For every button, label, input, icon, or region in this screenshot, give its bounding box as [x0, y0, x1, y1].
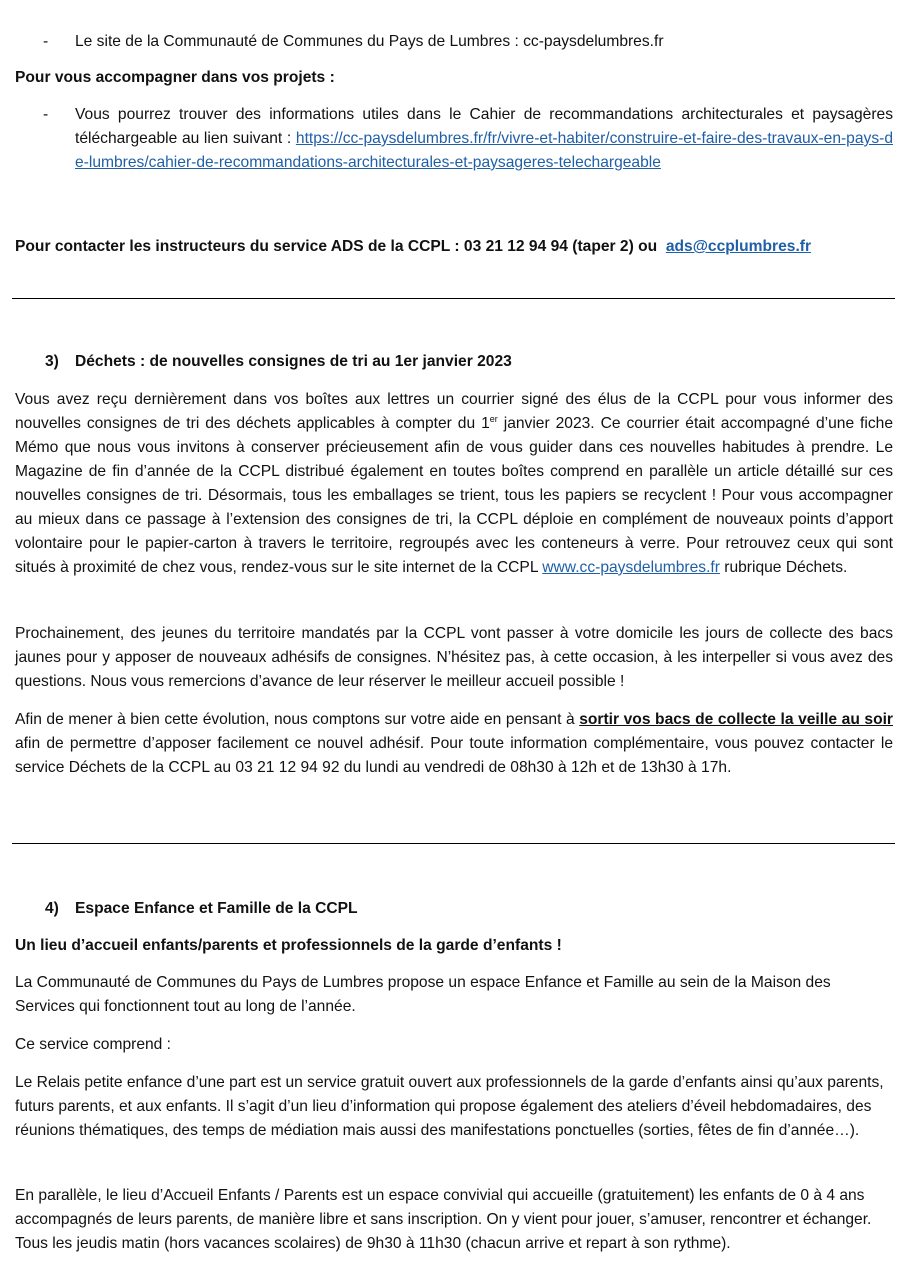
recommendations-link[interactable]: https://cc-paysdelumbres.fr/fr/vivre-et-habiter/construire-et-faire-des-travaux-en-pays-de-lumbres/cahier-de-recommandations-architecturales-et-paysageres-telechargeable	[75, 130, 893, 171]
p1-superscript: er	[489, 414, 498, 424]
p1-text-b: janvier 2023. Ce courrier était accompagné d’une fiche Mémo que nous vous invitons à conserver précieusement afin de vous guider dans ces nouvelles habitudes à prendre. Le Magazine de fin d’année de la CCPL distribué également en toutes boîtes comprend en parallèle un article détaillé sur ces nouvelles consignes de tri. Désormais, tous les emballages se trient, tous les papiers se recyclent ! Pour vous accompagner au mieux dans ce passage à l’extension des consignes de tri, la CCPL déploie en complément de nouveaux points d’apport volontaire pour le papier-carton à travers le territoire, regroupés avec les conteneurs à verre. Pour retrouvez ceux qui sont situés à proximité de chez vous, rendez-vous sur le site internet de la CCPL	[15, 415, 894, 576]
section-4-number: 4)	[45, 900, 59, 917]
section-3-number: 3)	[45, 353, 59, 370]
recommendations-text: Vous pourrez trouver des informations utiles dans le Cahier de recommandations architecturales et paysagères téléchargeable au lien suivant :	[75, 106, 893, 147]
bullet-dash: -	[43, 33, 49, 50]
p3-text-a: Afin de mener à bien cette évolution, nous comptons sur votre aide en pensant à	[15, 711, 575, 728]
section-3-paragraph-1	[15, 388, 893, 580]
section-4-heading	[45, 897, 358, 921]
section-4-paragraph-1: La Communauté de Communes du Pays de Lumbres propose un espace Enfance et Famille au sein de la Maison des Services qui fonctionnent tout au long de l’année.	[15, 974, 831, 1015]
section-4-subheading: Un lieu d’accueil enfants/parents et professionnels de la garde d’enfants !	[15, 937, 562, 954]
recommendations-bullet	[75, 103, 893, 175]
section-4-paragraph-3: Le Relais petite enfance d’une part est un service gratuit ouvert aux professionnels de la garde d’enfants ainsi qu’aux parents, futurs parents, et aux enfants. Il s’agit d’un lieu d’information qui propose également des ateliers d’éveil hebdomadaires, des réunions thématiques, des temps de médiation mais aussi des manifestations ponctuelles (sorties, fêtes de fin d’année…).	[15, 1074, 884, 1139]
site-bullet-text: Le site de la Communauté de Communes du Pays de Lumbres : cc-paysdelumbres.fr	[75, 33, 664, 50]
section-divider	[12, 843, 895, 844]
section-3-title: Déchets : de nouvelles consignes de tri au 1er janvier 2023	[75, 353, 512, 370]
ads-contact-text: Pour contacter les instructeurs du service ADS de la CCPL : 03 21 12 94 94 (taper 2) ou	[15, 238, 658, 255]
section-3-paragraph-2: Prochainement, des jeunes du territoire mandatés par la CCPL vont passer à votre domicile les jours de collecte des bacs jaunes pour y apposer de nouveaux adhésifs de consignes. N’hésitez pas, à cette occasion, à les interpeller si vous avez des questions. Nous vous remercions d’avance de leur réserver le meilleur accueil possible !	[15, 625, 893, 690]
section-4-title: Espace Enfance et Famille de la CCPL	[75, 900, 358, 917]
section-3-heading	[45, 350, 512, 374]
section-4-paragraph-2: Ce service comprend :	[15, 1036, 171, 1053]
section-4-paragraph-4: En parallèle, le lieu d’Accueil Enfants / Parents est un espace convivial qui accueille (gratuitement) les enfants de 0 à 4 ans accompagnés de leurs parents, de manière libre et sans inscription. On y vient pour jouer, s’amuser, rencontrer et échanger. Tous les jeudis matin (hors vacances scolaires) de 9h30 à 11h30 (chacun arrive et repart à son rythme).	[15, 1187, 872, 1252]
accompany-heading: Pour vous accompagner dans vos projets :	[15, 69, 335, 86]
section-divider	[12, 298, 895, 299]
ccpl-website-link[interactable]: www.cc-paysdelumbres.fr	[542, 559, 720, 576]
p3-text-b: afin de permettre d’apposer facilement ce nouvel adhésif. Pour toute information complémentaire, vous pouvez contacter le service Déchets de la CCPL au 03 21 12 94 92 du lundi au vendredi de 08h30 à 12h et de 13h30 à 17h.	[15, 735, 893, 776]
p1-text-end: rubrique Déchets.	[719, 559, 848, 576]
p1-text-a: Vous avez reçu dernièrement dans vos boîtes aux lettres un courrier signé des élus de la CCPL pour vous informer des nouvelles consignes de tri des déchets applicables à compter du 1	[15, 391, 893, 432]
bullet-dash: -	[43, 106, 49, 123]
p3-emphasis: sortir vos bacs de collecte la veille au soir	[579, 711, 893, 728]
section-3-paragraph-3	[15, 708, 893, 780]
ads-contact-line	[15, 235, 893, 259]
ads-email-link[interactable]: ads@ccplumbres.fr	[665, 238, 812, 255]
